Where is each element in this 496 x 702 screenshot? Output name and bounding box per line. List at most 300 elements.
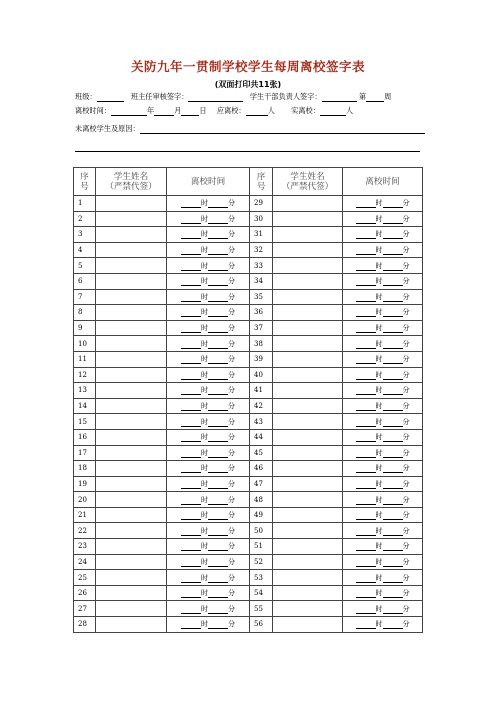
minute-field[interactable]	[383, 325, 403, 333]
header-name-line1: 学生姓名	[290, 171, 325, 182]
leave-time-cell-right[interactable]	[343, 539, 423, 555]
hour-field[interactable]	[181, 621, 201, 629]
student-name-cell[interactable]	[96, 570, 167, 586]
hour-field[interactable]	[181, 606, 201, 614]
student-name-cell[interactable]	[273, 445, 343, 461]
leave-time-cell-left[interactable]	[167, 398, 250, 414]
leave-time-cell-left[interactable]	[167, 320, 250, 336]
minute-field[interactable]	[208, 512, 228, 520]
minute-field[interactable]	[208, 356, 228, 364]
table-row	[74, 414, 423, 430]
leave-time-cell-left[interactable]	[167, 554, 250, 570]
minute-field[interactable]	[208, 559, 228, 567]
seq-number: 5	[74, 258, 96, 274]
leave-time-cell-right[interactable]	[343, 351, 423, 367]
leave-time-cell-right[interactable]	[343, 554, 423, 570]
student-name-cell[interactable]	[96, 429, 167, 445]
minute-field[interactable]	[208, 325, 228, 333]
hour-unit: 时	[201, 277, 208, 286]
seq-number: 23	[74, 539, 96, 555]
student-name-cell[interactable]	[273, 367, 343, 383]
leave-time-cell-left[interactable]	[167, 601, 250, 617]
minute-field[interactable]	[208, 434, 228, 442]
hour-unit: 时	[201, 230, 208, 239]
student-name-cell[interactable]	[96, 227, 167, 243]
student-name-cell[interactable]	[273, 414, 343, 430]
hour-unit: 时	[201, 542, 208, 551]
student-name-cell[interactable]	[273, 476, 343, 492]
hour-unit: 时	[201, 573, 208, 582]
student-name-cell[interactable]	[273, 554, 343, 570]
hour-unit: 时	[375, 386, 383, 395]
leave-time-cell-left[interactable]	[167, 617, 250, 633]
hour-field[interactable]	[181, 403, 201, 411]
student-name-cell[interactable]	[96, 601, 167, 617]
hour-unit: 时	[375, 308, 383, 317]
cadre-signature-field[interactable]	[322, 93, 357, 102]
student-name-cell[interactable]	[273, 227, 343, 243]
minute-field[interactable]	[383, 309, 403, 317]
minute-field[interactable]	[208, 481, 228, 489]
hour-unit: 时	[201, 589, 208, 598]
minute-field[interactable]	[208, 263, 228, 271]
minute-field[interactable]	[208, 621, 228, 629]
table-row	[74, 554, 423, 570]
hour-field[interactable]	[181, 341, 201, 349]
hour-field[interactable]	[181, 372, 201, 380]
leave-time-cell-left[interactable]	[167, 414, 250, 430]
minute-unit: 分	[228, 479, 235, 488]
absent-reason-field[interactable]	[140, 125, 425, 134]
minute-unit: 分	[402, 277, 410, 286]
seq-number: 35	[250, 289, 273, 305]
minute-field[interactable]	[383, 200, 403, 208]
hour-field[interactable]	[356, 403, 376, 411]
seq-number: 33	[250, 258, 273, 274]
hour-field[interactable]	[356, 325, 376, 333]
leave-time-cell-left[interactable]	[167, 383, 250, 399]
leave-time-cell-right[interactable]	[343, 414, 423, 430]
leave-time-cell-left[interactable]	[167, 351, 250, 367]
seq-number: 47	[250, 476, 273, 492]
hour-field[interactable]	[356, 575, 376, 583]
minute-field[interactable]	[208, 528, 228, 536]
student-name-cell[interactable]	[96, 523, 167, 539]
student-name-cell[interactable]	[96, 305, 167, 321]
hour-field[interactable]	[356, 200, 376, 208]
hour-field[interactable]	[181, 575, 201, 583]
table-row	[74, 336, 423, 352]
hour-field[interactable]	[181, 231, 201, 239]
hour-unit: 时	[201, 292, 208, 301]
hour-field[interactable]	[356, 309, 376, 317]
leave-time-cell-left[interactable]	[167, 429, 250, 445]
leave-time-cell-right[interactable]	[343, 367, 423, 383]
hour-field[interactable]	[181, 543, 201, 551]
student-name-cell[interactable]	[273, 601, 343, 617]
hour-field[interactable]	[181, 559, 201, 567]
hour-unit: 时	[201, 448, 208, 457]
header-name-line2: （严禁代签）	[105, 181, 157, 192]
minute-field[interactable]	[383, 231, 403, 239]
hour-unit: 时	[375, 511, 383, 520]
hour-field[interactable]	[356, 278, 376, 286]
should-leave-field[interactable]	[246, 107, 268, 116]
hour-field[interactable]	[181, 481, 201, 489]
hour-field[interactable]	[181, 247, 201, 255]
header-name-2	[273, 168, 343, 196]
student-name-cell[interactable]	[273, 289, 343, 305]
minute-field[interactable]	[383, 450, 403, 458]
hour-field[interactable]	[356, 419, 376, 427]
minute-field[interactable]	[208, 309, 228, 317]
minute-field[interactable]	[208, 231, 228, 239]
minute-field[interactable]	[208, 419, 228, 427]
leave-time-cell-right[interactable]	[343, 211, 423, 227]
table-row	[74, 320, 423, 336]
minute-field[interactable]	[208, 247, 228, 255]
minute-unit: 分	[402, 386, 410, 395]
seq-number: 2	[74, 211, 96, 227]
student-name-cell[interactable]	[273, 242, 343, 258]
leave-time-cell-right[interactable]	[343, 227, 423, 243]
hour-unit: 时	[201, 402, 208, 411]
student-name-cell[interactable]	[273, 570, 343, 586]
seq-number: 3	[74, 227, 96, 243]
leave-time-cell-right[interactable]	[343, 196, 423, 212]
seq-number: 8	[74, 305, 96, 321]
hour-field[interactable]	[181, 512, 201, 520]
leave-time-cell-left[interactable]	[167, 273, 250, 289]
minute-field[interactable]	[383, 216, 403, 224]
leave-time-cell-right[interactable]	[343, 507, 423, 523]
minute-unit: 分	[228, 261, 235, 270]
hour-unit: 时	[375, 339, 383, 348]
hour-field[interactable]	[356, 465, 376, 473]
hour-field[interactable]	[356, 606, 376, 614]
leave-time-cell-left[interactable]	[167, 445, 250, 461]
leave-time-cell-right[interactable]	[343, 242, 423, 258]
leave-time-cell-right[interactable]	[343, 398, 423, 414]
student-name-cell[interactable]	[273, 258, 343, 274]
hour-unit: 时	[201, 620, 208, 629]
student-name-cell[interactable]	[273, 585, 343, 601]
leave-time-cell-left[interactable]	[167, 461, 250, 477]
year-field[interactable]	[111, 107, 147, 116]
hour-field[interactable]	[356, 621, 376, 629]
leave-time-cell-left[interactable]	[167, 211, 250, 227]
leave-time-cell-left[interactable]	[167, 227, 250, 243]
student-name-cell[interactable]	[273, 507, 343, 523]
seq-number: 43	[250, 414, 273, 430]
minute-field[interactable]	[208, 387, 228, 395]
seq-number: 6	[74, 273, 96, 289]
student-name-cell[interactable]	[96, 383, 167, 399]
student-name-cell[interactable]	[96, 554, 167, 570]
minute-field[interactable]	[208, 543, 228, 551]
seq-number: 26	[74, 585, 96, 601]
hour-field[interactable]	[356, 481, 376, 489]
hour-field[interactable]	[356, 497, 376, 505]
hour-field[interactable]	[356, 263, 376, 271]
hour-field[interactable]	[356, 590, 376, 598]
leave-time-cell-right[interactable]	[343, 383, 423, 399]
minute-field[interactable]	[383, 341, 403, 349]
student-name-cell[interactable]	[273, 398, 343, 414]
student-name-cell[interactable]	[96, 289, 167, 305]
minute-field[interactable]	[383, 434, 403, 442]
hour-field[interactable]	[356, 341, 376, 349]
minute-unit: 分	[402, 620, 410, 629]
hour-field[interactable]	[356, 247, 376, 255]
minute-field[interactable]	[208, 200, 228, 208]
leave-time-cell-left[interactable]	[167, 539, 250, 555]
hour-field[interactable]	[356, 216, 376, 224]
leave-time-cell-left[interactable]	[167, 585, 250, 601]
leave-time-cell-right[interactable]	[343, 289, 423, 305]
seq-number: 53	[250, 570, 273, 586]
hour-unit: 时	[201, 246, 208, 255]
student-name-cell[interactable]	[96, 273, 167, 289]
hour-unit: 时	[201, 355, 208, 364]
student-name-cell[interactable]	[273, 305, 343, 321]
week-field[interactable]	[366, 93, 384, 102]
minute-field[interactable]	[208, 606, 228, 614]
student-name-cell[interactable]	[96, 492, 167, 508]
student-name-cell[interactable]	[273, 320, 343, 336]
leave-time-cell-left[interactable]	[167, 507, 250, 523]
leave-time-cell-right[interactable]	[343, 585, 423, 601]
hour-unit: 时	[201, 370, 208, 379]
day-field[interactable]	[181, 107, 199, 116]
leave-time-cell-left[interactable]	[167, 289, 250, 305]
hour-field[interactable]	[181, 450, 201, 458]
leave-time-cell-right[interactable]	[343, 492, 423, 508]
leave-time-cell-left[interactable]	[167, 476, 250, 492]
minute-field[interactable]	[383, 387, 403, 395]
leave-time-cell-right[interactable]	[343, 617, 423, 633]
hour-field[interactable]	[356, 512, 376, 520]
minute-field[interactable]	[383, 606, 403, 614]
hour-field[interactable]	[356, 450, 376, 458]
hour-field[interactable]	[181, 263, 201, 271]
minute-field[interactable]	[383, 247, 403, 255]
student-name-cell[interactable]	[273, 351, 343, 367]
student-name-cell[interactable]	[96, 367, 167, 383]
absent-reason-line-2[interactable]	[75, 151, 420, 152]
student-name-cell[interactable]	[273, 383, 343, 399]
header-time: 离校时间	[167, 168, 250, 196]
table-row	[74, 258, 423, 274]
hour-field[interactable]	[181, 200, 201, 208]
minute-field[interactable]	[208, 450, 228, 458]
teacher-signature-field[interactable]	[188, 93, 243, 102]
student-name-cell[interactable]	[273, 461, 343, 477]
minute-unit: 分	[228, 526, 235, 535]
minute-field[interactable]	[383, 543, 403, 551]
leave-time-cell-right[interactable]	[343, 523, 423, 539]
student-name-cell[interactable]	[96, 445, 167, 461]
minute-field[interactable]	[383, 263, 403, 271]
minute-field[interactable]	[208, 403, 228, 411]
hour-field[interactable]	[181, 309, 201, 317]
leave-time-cell-left[interactable]	[167, 570, 250, 586]
hour-field[interactable]	[356, 528, 376, 536]
student-name-cell[interactable]	[96, 258, 167, 274]
seq-number: 20	[74, 492, 96, 508]
leave-time-cell-right[interactable]	[343, 336, 423, 352]
leave-time-cell-right[interactable]	[343, 320, 423, 336]
leave-time-cell-right[interactable]	[343, 570, 423, 586]
minute-unit: 分	[402, 464, 410, 473]
minute-field[interactable]	[383, 621, 403, 629]
minute-unit: 分	[402, 246, 410, 255]
student-name-cell[interactable]	[96, 617, 167, 633]
leave-time-cell-left[interactable]	[167, 492, 250, 508]
minute-field[interactable]	[383, 512, 403, 520]
student-name-cell[interactable]	[273, 539, 343, 555]
seq-number: 52	[250, 554, 273, 570]
student-name-cell[interactable]	[96, 539, 167, 555]
minute-field[interactable]	[383, 465, 403, 473]
minute-field[interactable]	[383, 528, 403, 536]
student-name-cell[interactable]	[96, 242, 167, 258]
student-name-cell[interactable]	[96, 507, 167, 523]
student-name-cell[interactable]	[273, 273, 343, 289]
hour-field[interactable]	[181, 497, 201, 505]
minute-field[interactable]	[208, 575, 228, 583]
leave-time-cell-right[interactable]	[343, 476, 423, 492]
hour-unit: 时	[375, 604, 383, 613]
hour-field[interactable]	[181, 465, 201, 473]
hour-field[interactable]	[181, 294, 201, 302]
table-row	[74, 351, 423, 367]
leave-time-cell-left[interactable]	[167, 258, 250, 274]
student-name-cell[interactable]	[273, 196, 343, 212]
student-name-cell[interactable]	[96, 461, 167, 477]
table-row	[74, 196, 423, 212]
hour-field[interactable]	[356, 387, 376, 395]
student-name-cell[interactable]	[96, 398, 167, 414]
hour-field[interactable]	[181, 278, 201, 286]
hour-unit: 时	[201, 214, 208, 223]
minute-field[interactable]	[208, 590, 228, 598]
student-name-cell[interactable]	[96, 414, 167, 430]
minute-field[interactable]	[208, 465, 228, 473]
student-name-cell[interactable]	[273, 523, 343, 539]
hour-unit: 时	[375, 230, 383, 239]
leave-time-cell-left[interactable]	[167, 523, 250, 539]
minute-field[interactable]	[383, 403, 403, 411]
hour-field[interactable]	[181, 528, 201, 536]
hour-field[interactable]	[356, 434, 376, 442]
student-name-cell[interactable]	[96, 351, 167, 367]
leave-time-cell-left[interactable]	[167, 367, 250, 383]
minute-field[interactable]	[383, 278, 403, 286]
seq-number: 9	[74, 320, 96, 336]
table-row	[74, 461, 423, 477]
minute-field[interactable]	[383, 481, 403, 489]
student-name-cell[interactable]	[96, 211, 167, 227]
leave-time-cell-left[interactable]	[167, 305, 250, 321]
hour-field[interactable]	[181, 387, 201, 395]
hour-field[interactable]	[356, 559, 376, 567]
hour-unit: 时	[201, 479, 208, 488]
minute-field[interactable]	[383, 356, 403, 364]
minute-field[interactable]	[208, 294, 228, 302]
hour-field[interactable]	[181, 356, 201, 364]
table-header-row	[74, 168, 423, 196]
student-name-cell[interactable]	[273, 336, 343, 352]
minute-unit: 分	[402, 542, 410, 551]
hour-field[interactable]	[356, 294, 376, 302]
leave-time-cell-right[interactable]	[343, 273, 423, 289]
minute-unit: 分	[228, 214, 235, 223]
minute-field[interactable]	[208, 216, 228, 224]
minute-field[interactable]	[383, 559, 403, 567]
minute-field[interactable]	[208, 497, 228, 505]
student-name-cell[interactable]	[96, 196, 167, 212]
hour-field[interactable]	[181, 325, 201, 333]
student-name-cell[interactable]	[96, 585, 167, 601]
hour-field[interactable]	[181, 216, 201, 224]
hour-field[interactable]	[356, 356, 376, 364]
class-field[interactable]	[97, 93, 124, 102]
minute-field[interactable]	[208, 372, 228, 380]
actual-leave-field[interactable]	[320, 107, 346, 116]
hour-field[interactable]	[356, 231, 376, 239]
minute-field[interactable]	[383, 497, 403, 505]
leave-time-cell-right[interactable]	[343, 461, 423, 477]
student-name-cell[interactable]	[96, 320, 167, 336]
minute-unit: 分	[402, 448, 410, 457]
minute-unit: 分	[402, 511, 410, 520]
minute-unit: 分	[228, 324, 235, 333]
leave-time-cell-right[interactable]	[343, 258, 423, 274]
leave-time-cell-left[interactable]	[167, 242, 250, 258]
leave-time-cell-left[interactable]	[167, 196, 250, 212]
hour-field[interactable]	[181, 419, 201, 427]
minute-field[interactable]	[208, 278, 228, 286]
student-name-cell[interactable]	[96, 336, 167, 352]
leave-time-cell-right[interactable]	[343, 429, 423, 445]
minute-field[interactable]	[383, 575, 403, 583]
student-name-cell[interactable]	[96, 476, 167, 492]
student-name-cell[interactable]	[273, 617, 343, 633]
leave-time-cell-right[interactable]	[343, 601, 423, 617]
student-name-cell[interactable]	[273, 492, 343, 508]
leave-time-cell-right[interactable]	[343, 445, 423, 461]
hour-field[interactable]	[181, 434, 201, 442]
minute-field[interactable]	[208, 341, 228, 349]
leave-time-cell-right[interactable]	[343, 305, 423, 321]
minute-unit: 分	[228, 308, 235, 317]
student-name-cell[interactable]	[273, 429, 343, 445]
minute-field[interactable]	[383, 294, 403, 302]
minute-unit: 分	[228, 402, 235, 411]
student-name-cell[interactable]	[273, 211, 343, 227]
minute-field[interactable]	[383, 372, 403, 380]
hour-field[interactable]	[356, 543, 376, 551]
hour-field[interactable]	[181, 590, 201, 598]
seq-number: 7	[74, 289, 96, 305]
hour-field[interactable]	[356, 372, 376, 380]
leave-time-cell-left[interactable]	[167, 336, 250, 352]
month-field[interactable]	[154, 107, 174, 116]
should-leave-unit: 人	[267, 106, 275, 115]
minute-field[interactable]	[383, 419, 403, 427]
minute-field[interactable]	[383, 590, 403, 598]
